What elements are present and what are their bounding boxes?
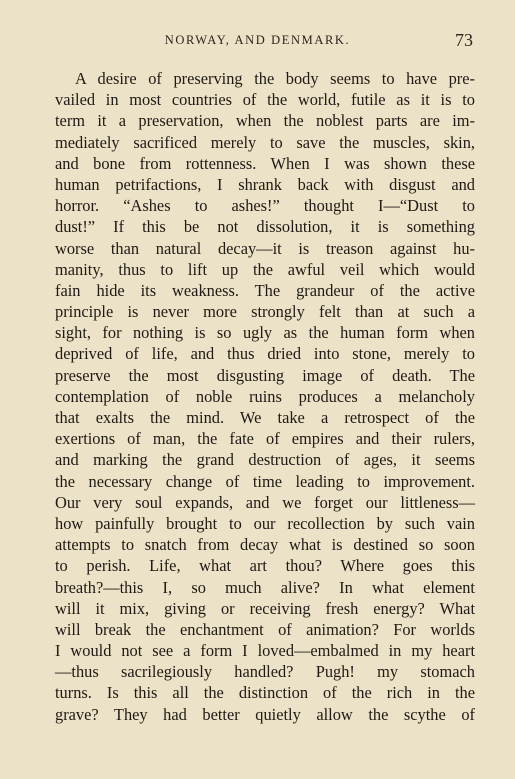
text-line: term it a preservation, when the noblest parts are im- [55,111,475,131]
text-line: manity, thus to lift up the awful veil which would [55,259,475,279]
text-line: grave? They had better quietly allow the scythe of [55,704,475,724]
running-title: NORWAY, AND DENMARK. [164,33,351,47]
text-line: human petrifactions, I shrank back with disgust and [55,174,475,194]
text-line: I would not see a form I loved—embalmed in my heart [55,641,475,661]
text-line: contemplation of noble ruins produces a melancholy [55,386,475,406]
text-line: Our very soul expands, and we forget our littleness— [55,492,475,512]
text-line: exertions of man, the fate of empires and their rulers, [55,429,475,449]
text-line: dust!” If this be not dissolution, it is something [55,217,475,237]
text-line: mediately sacrificed merely to save the muscles, skin, [55,132,475,152]
text-line: fain hide its weakness. The grandeur of the active [55,280,475,300]
text-line: and marking the grand destruction of ages, it seems [55,450,475,470]
text-line: deprived of life, and thus dried into stone, merely to [55,344,475,364]
text-line: will it mix, giving or receiving fresh energy? What [55,598,475,618]
text-line: breath?—this I, so much alive? In what element [55,577,475,597]
text-line: —thus sacrilegiously handled? Pugh! my stomach [55,662,475,682]
text-line: to perish. Life, what art thou? Where goes this [55,556,475,576]
text-line: attempts to snatch from decay what is destined so soon [55,535,475,555]
text-line: the necessary change of time leading to improvement. [55,471,475,491]
body-paragraph [55,68,475,725]
text-line: A desire of preserving the body seems to have pre- [75,69,475,88]
text-line: horror. “Ashes to ashes!” thought I—“Dust to [55,196,475,216]
text-line: worse than natural decay—it is treason against hu- [55,238,475,258]
page-number: 73 [455,30,473,50]
running-head [0,30,515,52]
text-line: vailed in most countries of the world, futile as it is to [55,90,475,110]
text-line: will break the enchantment of animation? For worlds [55,619,475,639]
text-line: turns. Is this all the distinction of the rich in the [55,683,475,703]
text-line: sight, for nothing is so ugly as the human form when [55,323,475,343]
text-line: and bone from rottenness. When I was shown these [55,153,475,173]
text-line: how painfully brought to our recollection by such vain [55,513,475,533]
text-line: that exalts the mind. We take a retrospect of the [55,408,475,427]
text-line: principle is never more strongly felt than at such a [55,302,475,322]
text-line: preserve the most disgusting image of death. The [55,365,475,385]
